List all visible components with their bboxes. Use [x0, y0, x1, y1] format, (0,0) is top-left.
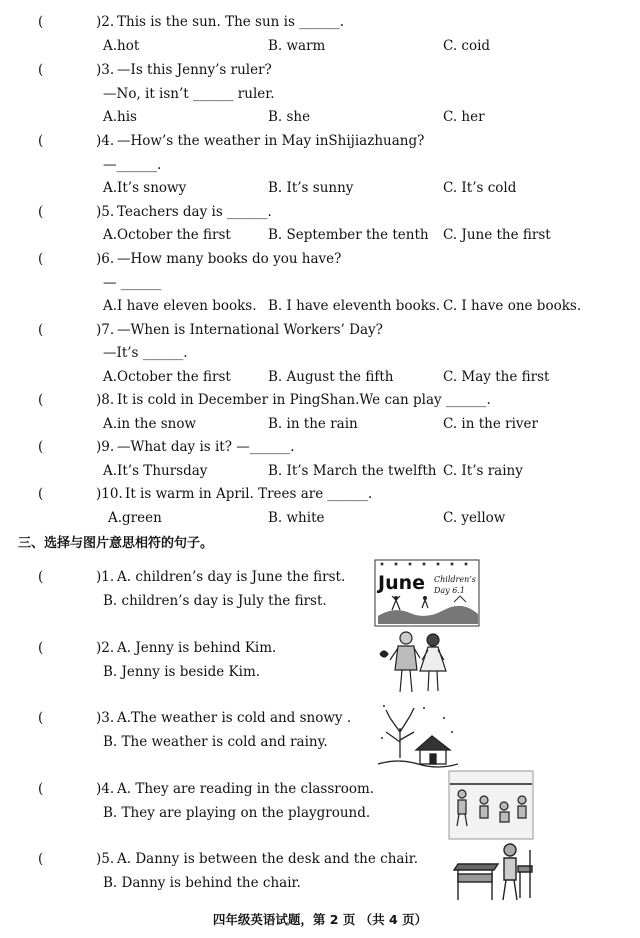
- option-a[interactable]: A. Jenny is behind Kim.: [117, 640, 277, 656]
- question-stem: —How’s the weather in May inShijiazhuang?: [117, 133, 425, 149]
- option-c[interactable]: C. June the first: [443, 227, 551, 243]
- question-stem: This is the sun. The sun is ______.: [117, 14, 344, 30]
- question-stem: It is warm in April. Trees are ______.: [125, 486, 373, 502]
- option-c[interactable]: C. It’s rainy: [443, 463, 523, 479]
- answer-paren[interactable]: (: [38, 251, 44, 267]
- question-stem: —Is this Jenny’s ruler?: [117, 62, 272, 78]
- question-number: )10.: [96, 486, 123, 502]
- answer-paren[interactable]: (: [38, 569, 44, 585]
- answer-paren[interactable]: (: [38, 710, 44, 726]
- question-stem: —How many books do you have?: [117, 251, 342, 267]
- option-c[interactable]: C. her: [443, 109, 485, 125]
- option-a[interactable]: A.green: [108, 510, 162, 526]
- answer-paren[interactable]: (: [38, 439, 44, 455]
- option-c[interactable]: C. in the river: [443, 416, 538, 432]
- question-stem-line2: —It’s ______.: [103, 345, 188, 361]
- option-b[interactable]: B. Jenny is beside Kim.: [103, 664, 261, 680]
- section-title: 三、选择与图片意思相符的句子。: [18, 536, 214, 551]
- option-b[interactable]: B. The weather is cold and rainy.: [103, 734, 328, 750]
- question-number: )1.: [96, 569, 115, 585]
- answer-paren[interactable]: (: [38, 62, 44, 78]
- question-number: )2.: [96, 14, 115, 30]
- desk-chair-picture: [450, 840, 536, 904]
- option-c[interactable]: C. coid: [443, 38, 491, 54]
- question-stem: —When is International Workers’ Day?: [117, 322, 383, 338]
- option-b[interactable]: B. in the rain: [268, 416, 358, 432]
- question-number: )4.: [96, 133, 115, 149]
- option-a[interactable]: A. Danny is between the desk and the chair.: [117, 851, 419, 867]
- calendar-june-picture: [374, 558, 480, 628]
- two-children-illustration: [376, 628, 456, 698]
- option-a[interactable]: A.It’s Thursday: [103, 463, 208, 479]
- calendar-label-1: Children’s: [434, 575, 476, 584]
- option-b[interactable]: B. she: [268, 109, 311, 125]
- question-number: )3.: [96, 62, 115, 78]
- option-b[interactable]: B. Danny is behind the chair.: [103, 875, 301, 891]
- option-a[interactable]: A.in the snow: [103, 416, 197, 432]
- page-footer: 四年级英语试题，第 2 页 （共 4 页）: [212, 912, 428, 927]
- option-a[interactable]: A.October the first: [103, 369, 231, 385]
- question-number: )4.: [96, 781, 115, 797]
- question-stem: Teachers day is ______.: [117, 204, 272, 220]
- answer-paren[interactable]: (: [38, 486, 44, 502]
- option-c[interactable]: C. I have one books.: [443, 298, 582, 314]
- question-number: )5.: [96, 204, 115, 220]
- option-a[interactable]: A.The weather is cold and snowy .: [117, 710, 352, 726]
- option-a[interactable]: A.It’s snowy: [103, 180, 187, 196]
- answer-paren[interactable]: (: [38, 322, 44, 338]
- question-number: )3.: [96, 710, 115, 726]
- option-c[interactable]: C. It’s cold: [443, 180, 517, 196]
- snowy-house-picture: [374, 698, 458, 770]
- playground-picture: [448, 770, 534, 840]
- question-stem-line2: —______.: [103, 157, 162, 173]
- calendar-label-2: Day 6.1: [434, 586, 465, 595]
- option-b[interactable]: B. I have eleventh books.: [268, 298, 441, 314]
- option-b[interactable]: B. white: [268, 510, 325, 526]
- option-a[interactable]: A.hot: [103, 38, 140, 54]
- option-a[interactable]: A. children’s day is June the first.: [117, 569, 346, 585]
- answer-paren[interactable]: (: [38, 851, 44, 867]
- option-b[interactable]: B. It’s sunny: [268, 180, 354, 196]
- snowy-house-illustration: [374, 698, 458, 770]
- question-stem-line2: —No, it isn’t ______ ruler.: [103, 86, 275, 102]
- two-children-picture: [376, 628, 456, 698]
- question-number: )9.: [96, 439, 115, 455]
- question-number: )2.: [96, 640, 115, 656]
- answer-paren[interactable]: (: [38, 133, 44, 149]
- calendar-june-illustration: [374, 558, 480, 628]
- option-b[interactable]: B. It’s March the twelfth: [268, 463, 437, 479]
- playground-illustration: [448, 770, 534, 840]
- answer-paren[interactable]: (: [38, 392, 44, 408]
- option-b[interactable]: B. children’s day is July the first.: [103, 593, 327, 609]
- question-stem-line2: — ______: [103, 275, 162, 291]
- question-stem: It is cold in December in PingShan.We can play ______.: [117, 392, 491, 408]
- calendar-month: June: [378, 572, 426, 594]
- option-c[interactable]: C. May the first: [443, 369, 550, 385]
- option-a[interactable]: A.his: [103, 109, 137, 125]
- option-b[interactable]: B. warm: [268, 38, 326, 54]
- option-a[interactable]: A.October the first: [103, 227, 231, 243]
- answer-paren[interactable]: (: [38, 640, 44, 656]
- option-a[interactable]: A.I have eleven books.: [103, 298, 257, 314]
- option-b[interactable]: B. They are playing on the playground.: [103, 805, 371, 821]
- option-b[interactable]: B. September the tenth: [268, 227, 429, 243]
- option-b[interactable]: B. August the fifth: [268, 369, 394, 385]
- question-number: )5.: [96, 851, 115, 867]
- desk-chair-illustration: [450, 840, 536, 904]
- answer-paren[interactable]: (: [38, 14, 44, 30]
- answer-paren[interactable]: (: [38, 204, 44, 220]
- question-number: )7.: [96, 322, 115, 338]
- question-stem: —What day is it? —______.: [117, 439, 295, 455]
- question-number: )8.: [96, 392, 115, 408]
- option-c[interactable]: C. yellow: [443, 510, 506, 526]
- option-a[interactable]: A. They are reading in the classroom.: [117, 781, 375, 797]
- question-number: )6.: [96, 251, 115, 267]
- answer-paren[interactable]: (: [38, 781, 44, 797]
